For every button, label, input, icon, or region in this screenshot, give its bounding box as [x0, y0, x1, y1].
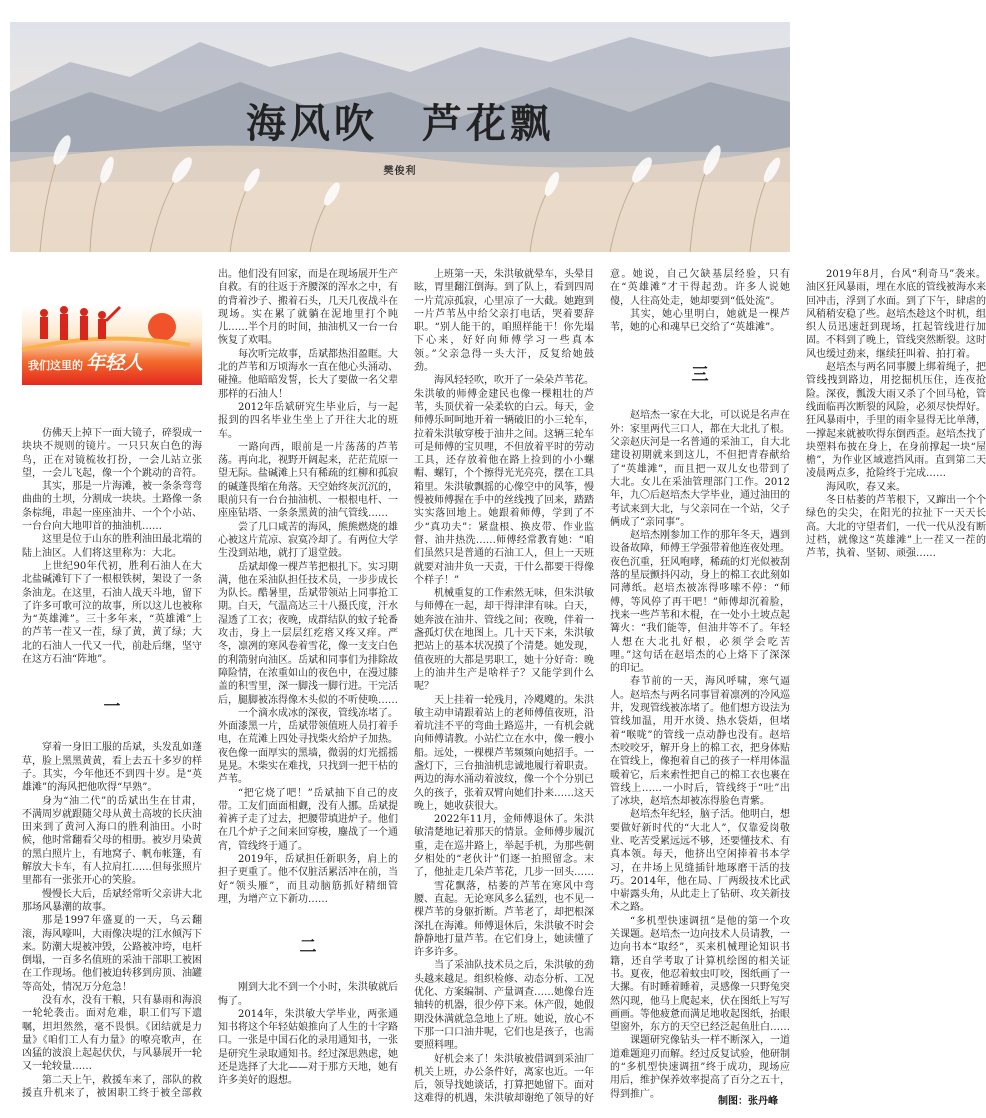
paragraph: 上班第一天，朱洪敏就晕车，头晕目眩，胃里翻江倒海。到了队上，看到四周一片荒凉孤寂，心里凉了一大截。她跑到一片芦苇丛中给父亲打电话，哭着要辞职。“别人能干的，咱照样能干！你先塌下心来，好好向师傅学习一些真本领。”父亲急得一头大汗，反复给她鼓劲。 [414, 269, 594, 374]
paragraph: 赵培杰一家在大北，可以说是名声在外：家里两代三口人，都在大北扎了根。父亲赵庆河是一名普通的采油工，自大北建设初期就来到这儿，不但把青春献给了“英雄滩”，而且把一双儿女也带到了大北。女儿在采油管理部门工作。2012年，九〇后赵培杰大学毕业，通过油田的考试来到大北，与父亲同在一个站，父子俩成了“亲同事”。 [610, 410, 790, 528]
paragraph: 穿着一身旧工服的岳斌，头发乱如蓬草，脸上黑黑黄黄，看上去五十多岁的样子。其实，今年他还不到四十岁。是“英雄滩”的海风把他吹得“早熟”。 [22, 742, 202, 794]
paragraph: 慢慢长大后，岳斌经常听父亲讲大北那场风暴潮的故事。 [22, 888, 202, 913]
paragraph: 2014年，朱洪敏大学毕业，两张通知书将这个年轻姑娘推向了人生的十字路口。一张是中国石化的录用通知书，一张是研究生录取通知书。经过深思熟虑，她还是选择了大北——对于那方天地，她有许多美好的遐想。 [218, 1008, 398, 1087]
paragraph: 春节前的一天，海风呼啸，寒气逼人。赵培杰与两名同事冒着凛冽的冷风巡井，发现管线被冻堵了。他们想方设法为管线加温，用开水烫、热水袋焐，但堵着“喉咙”的管线一点动静也没有。赵培杰咬咬牙，解开身上的棉工衣，把身体贴在管线上，像抱着自己的孩子一样用体温暖着它，后来索性把自己的棉工衣也裹在管线上……一小时后，管线终于“吐”出了冰块，赵培杰却被冻得脸色青紫。 [610, 676, 790, 808]
column-logo-emphasis: 年轻人 [86, 352, 144, 374]
paragraph: 海风吹，春又来。 [826, 481, 906, 493]
paragraph: 海风轻轻吹，吹开了一朵朵芦苇花。朱洪敏的师傅金建民也像一棵粗壮的芦苇，头顶伏着一朵柔软的白云。每天，金师傅乐呵呵地开着一辆破旧的小三轮车，拉着朱洪敏穿梭于油井之间。这辆三轮车可是师傅的宝贝哩，不但放着平时的劳动工具，还存放着他在路上捡到的小小螺帽、螺钉，个个擦得光光亮亮，摆在工具箱里。朱洪敏飘摇的心像空中的风筝，慢慢被师傅握在手中的丝线拽了回来，踏踏实实落回地上。她跟着师傅，学到了不少“真功夫”：紧盘根、换皮带、作业监督、油井热洗……师傅经常教育她：“咱们虽然只是普通的石油工人，但上一天班就要对油井负一天责，干什么都要干得像个样子！” [414, 375, 594, 586]
paragraph: 没有水，没有干粮，只有暴雨和海浪一轮轮袭击。面对危难，职工们写下遗嘱，坦坦然然，毫不畏惧。《团结就是力量》《咱们工人有力量》的嘹亮歌声，在凶猛的波浪上起起伏伏，与风暴展开一轮又一轮较量…… [22, 994, 202, 1073]
header-illustration [10, 22, 790, 252]
paragraph: “把它烧了吧！”岳斌抽下自己的皮带。工友们面面相觑，没有人挪。岳斌提着裤子走了过去，把腰带填进炉子。他们在几个炉子之间来回穿梭，鏖战了一个通宵，管线终于通了。 [218, 787, 398, 852]
paragraph: 好机会来了！朱洪敏被借调到采油厂机关上班，办公条件好，离家也近。一年后，领导找她谈话，打算把她留下。面对这难得的机遇，朱洪敏却谢绝了领导的好意。她说，自己欠缺基层经验，只有在“英雄滩”才干得起劲。许多人说她傻，人往高处走，她却要到“低处流”。 [414, 269, 790, 1105]
article-title: 海风吹 芦花飘 [246, 100, 554, 147]
paragraph: 其实，那是一片海滩，被一条条弯弯曲曲的土坝，分割成一块块。土路像一条条棕绳，串起一座座油井、一个个小站、一台台向大地叩首的抽油机…… [22, 481, 202, 533]
paragraph: 机械重复的工作索然无味，但朱洪敏与师傅在一起，却干得津津有味。白天，她奔波在油井、管线之间；夜晚，伴着一盏孤灯伏在地图上。几十天下来，朱洪敏把站上的基本状况摸了个清楚。她发现，值夜班的大都是男职工，她十分好奇：晚上的油井生产是啥样子？又能学到什么呢？ [414, 588, 594, 693]
paragraph: 身为“油二代”的岳斌出生在甘肃，不满周岁就跟随父母从黄土高坡的长庆油田来到了黄河入海口的胜利油田。小时候，他时常翻看父母的相册。被岁月染黄的黑白照片上，有地窝子、帆布帐篷，有解放大卡车，有人拉肩扛……但每张照片里都有一张张开心的笑脸。 [22, 795, 202, 887]
paragraph: 尝了几口咸苦的海风，熊熊燃烧的雄心被这片荒凉、寂寞冷却了。有两位大学生没到站地，就打了退堂鼓。 [218, 521, 398, 560]
article-paragraphs [22, 268, 986, 1110]
paragraph: 雪花飘落，枯萎的芦苇在寒风中弯腰、直起。无论寒风多么猛烈，也不见一棵芦苇的身躯折断。芦苇老了，却把根深深扎在海滩。师傅退休后，朱洪敏不时会静静地打量芦苇。在它们身上，她读懂了许多许多。 [414, 880, 594, 959]
article-body [22, 268, 986, 1110]
paragraph: 每次听完故事，岳斌都热泪盈眶。大北的芦苇和万顷海水一直在他心头涌动、碰撞。他暗暗发誓，长大了要做一名父辈那样的石油人！ [218, 348, 398, 400]
column-logo-text [28, 348, 143, 375]
paragraph: “多机型快速调扭”是他的第一个攻关课题。赵培杰一边向技术人员请教，一边向书本“取经”，买来机械理论知识书籍，还自学考取了计算机绘图的相关证书。夏夜，他忍着蚊虫叮咬，图纸画了一大摞。有时睡着睡着，灵感像一只野兔突然闪现，他马上爬起来，伏在图纸上写写画画。等他疲惫而满足地收起图纸，抬眼望窗外，东方的天空已经泛起鱼肚白…… [610, 915, 790, 1034]
paragraph: 这里是位于山东的胜利油田最北端的陆上油区。人们将这里称为：大北。 [22, 534, 202, 559]
paragraph: 2019年，岳斌担任新职务，肩上的担子更重了。他不仅脏活累活冲在前，当好“领头雁”，而且动脑筋抓好精细管理，为增产立下新功…… [218, 854, 398, 905]
illustration-credit: 制图：张丹峰 [718, 1096, 778, 1107]
paragraph: 课题研究像钻头一样不断深入，一道道难题迎刃而解。经过反复试验，他研制的“多机型快速调扭”终于成功，现场应用后，维护保养效率提高了百分之五十，得到推广。 [610, 1035, 790, 1100]
column-logo-prefix: 我们这里的 [28, 359, 83, 372]
paragraph: 赵培杰年纪轻，脑子活。他明白，想要做好新时代的“大北人”，仅靠爱岗敬业、吃苦受累远远不够，还要懂技术、有真本领。每天，他挤出空闲捧着书本学习，在井场上见缝插针地琢磨干活的技巧。2014年，他在局、厂两级技术比武中崭露头角，从此走上了钻研、攻关新技术之路。 [610, 809, 790, 914]
paragraph: 2019年8月，台风“利奇马”袭来。油区狂风暴雨，埋在水底的管线被海水来回冲击，浮到了水面。到了下午，肆虐的风稍稍安稳了些。赵培杰趁这个时机，组织人员迅速赶到现场，扛起管线进行加固。不料到了晚上，管线突然断裂。这时风也缓过劲来，继续狂叫着、拍打着。 [806, 269, 986, 360]
paragraph: 赵培杰刚参加工作的那年冬天，遇到设备故障，师傅王学强带着他连夜处理。夜色沉重，狂风咆哮，稀疏的灯光似被刮落的星辰颤抖闪动，身上的棉工衣此刻如同薄纸。赵培杰被冻得哆嗦不停：“师傅，等风停了再干吧！”师傅却沉着脸，找来一些芦苇和木棍，在一处小土坡点起篝火：“我们能等，但油井等不了。年轻人想在大北扎好根，必须学会吃苦哩。”这句话在赵培杰的心上烙下了深深的印记。 [610, 530, 790, 675]
paragraph: 冬日枯萎的芦苇根下，又蹿出一个个绿色的尖尖，在阳光的拉扯下一天天长高。大北的守望者们，一代一代从没有断过档，就像这“英雄滩”上一茬又一茬的芦苇，执着、坚韧、顽强…… [806, 495, 986, 560]
paragraph: 当了采油队技术员之后，朱洪敏的劲头越来越足。组织检修、动态分析、工况优化、方案编制、产量调查……她像台连轴转的机器，很少停下来。休产假，她假期没休满就急急地上了班。她说，放心不下那一口口油井呢，它们也是孩子，也需要照料哩。 [414, 960, 594, 1052]
paragraph: 那是1997年盛夏的一天，乌云翻滚，海风嚎叫，大雨像决堤的江水倾泻下来。防潮大堤被冲毁，公路被冲垮，电杆倒塌，一百多名值班的采油干部职工被困在工作现场。他们被迫转移到房顶、油罐等高处，情况万分危急！ [22, 915, 202, 993]
paragraph: 赵培杰与两名同事腰上绑着绳子，把管线拽到路边，用挖掘机压住，连夜抢险。深夜，瓢泼大雨又杀了个回马枪，管线面临再次断裂的风险，必须尽快焊好。狂风暴雨中，手里的雨伞显得无比单薄，一撑起来就被吹得东倒西歪。赵培杰找了块塑料布披在身上，在身前撑起一块“屋檐”，为作业区域遮挡风雨。直到第二天凌晨两点多，抢险终于完成…… [806, 362, 986, 480]
section-number: 一 [103, 697, 121, 718]
column-logo [22, 305, 202, 385]
paragraph: 岳斌却像一棵芦苇把根扎下。实习期满，他在采油队担任技术员，一步步成长为队长。酷暑里，岳斌带领站上同事抢工期。白天，气温高达三十八摄氏度，汗水湿透了工衣；夜晚，成群结队的蚊子轮番攻击，身上一层层红疙瘩又疼又痒。严冬，凛冽的寒风卷着雪花，像一支支白色的利箭射向油区。岳斌和同事们为排除故障险情，在浓重如山的夜色中，在漫过膝盖的积雪里，深一脚浅一脚行进。干完活后，腿脚被冻得像木头似的不听使唤…… [218, 561, 398, 706]
paragraph: 天上挂着一轮残月，冷飕飕的。朱洪敏主动申请跟着站上的老师傅值夜班，沿着坑洼不平的弯曲土路巡井，一有机会就向师傅请教。小站伫立在水中，像一艘小船。远处，一棵棵芦苇频频向她招手。一盏灯下，三台抽油机忠诚地履行着职责。两边的海水涌动着波纹，像一个个分别已久的孩子，张着双臂向她们扑来……这天晚上，她收获很大。 [414, 694, 594, 812]
paragraph: 仿佛天上掉下一面大镜子，碎裂成一块块不规则的镜片。一只只灰白色的海鸟，正在对镜梳妆打扮，一会儿站立张望，一会儿飞起，像一个个跳动的音符。 [22, 428, 202, 479]
paragraph: 2012年岳斌研究生毕业后，与一起报到的四名毕业生坐上了开往大北的班车。 [218, 401, 398, 440]
paragraph: 其实，她心里明白，她就是一棵芦苇，她的心和魂早已交给了“英雄滩”。 [610, 308, 790, 334]
paragraph: 第二天上午，救援车来了，部队的救援直升机来了，被困职工终于被全部救出。他们没有回家，而是在现场展开生产自救。有的往返于齐腰深的浑水之中，有的背着沙子、搬着石头，几天几夜战斗在现场。实在累了就躺在泥地里打个盹儿……半个月的时间，抽油机又一台一台恢复了欢唱。 [22, 269, 398, 1100]
paragraph: 一个滴水成冰的深夜，管线冻堵了。外面漆黑一片，岳斌带领值班人员打着手电，在荒滩上四处寻找柴火给炉子加热。夜色像一面厚实的黑墙，微弱的灯光摇摇晃晃。木柴实在难找，只找到一把干枯的芦苇。 [218, 707, 398, 786]
paragraph: 刚到大北不到一个小时，朱洪敏就后悔了。 [218, 982, 398, 1007]
section-number: 二 [299, 937, 317, 958]
paragraph: 上世纪90年代初，胜利石油人在大北盐碱滩钉下了一根根铁树，架设了一条条油龙。在这里，石油人战天斗地，留下了许多可歌可泣的故事，所以这儿也被称为“英雄滩”。三十多年来，“英雄滩”上的芦苇一茬又一茬，绿了黄，黄了绿；大北的石油人一代又一代，前赴后继，坚守在这方石油“阵地”。 [22, 560, 202, 666]
paragraph: 一路向西，眼前是一片荡荡的芦苇荡。再向北，视野开阔起来，茫茫荒原一望无际。盐碱滩上只有稀疏的红柳和孤寂的碱蓬畏缩在角落。天空始终灰沉沉的，眼前只有一台台抽油机、一根根电杆、一座座钻塔、一条条黑黄的油气管线…… [218, 441, 398, 520]
paragraph: 2022年11月，金师傅退休了。朱洪敏清楚地记着那天的情景。金师傅步履沉重，走在巡井路上，举起手机，为那些朝夕相处的“老伙计”们逐一拍照留念。末了，他扯走几朵芦苇花，几步一回头…… [414, 814, 594, 879]
author-byline: 樊俊利 [383, 166, 417, 177]
section-number: 三 [691, 365, 709, 386]
